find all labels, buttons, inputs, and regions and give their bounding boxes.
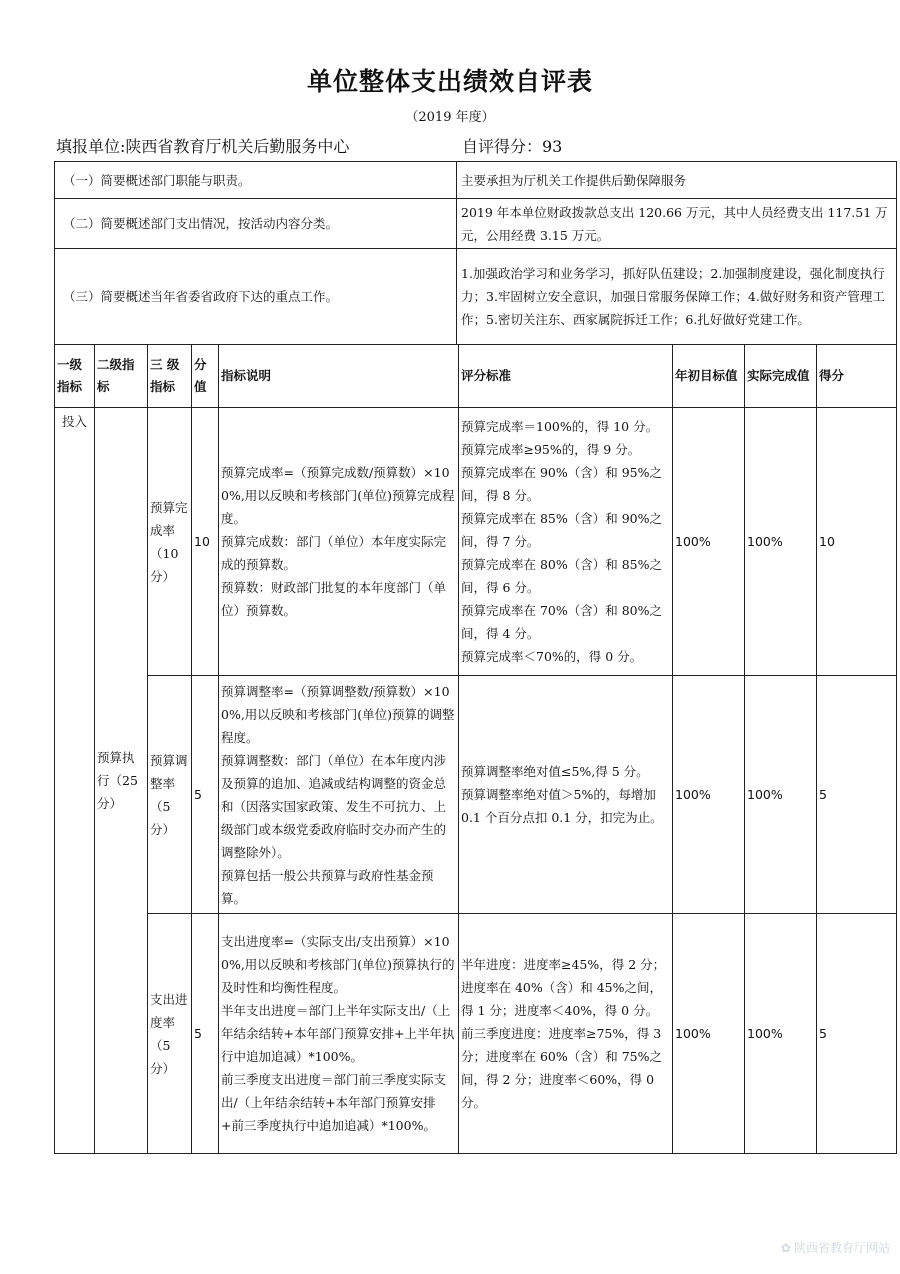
description-cell: 预算调整率=（预算调整数/预算数）×100%,用以反映和考核部门(单位)预算的调整程度。 预算调整数：部门（单位）在本年度内涉及预算的追加、追减或结构调整的资金总和（因落实国家政策、发生不可抗力、上级部门或本级党委政府临时交办而产生的调整除外）。 预算包括一般公共预算与政府性基金预算。 (219, 676, 459, 914)
header-level2: 二级指标 (95, 345, 148, 408)
header-weight: 分值 (192, 345, 219, 408)
summary-table (54, 161, 897, 345)
document-year: （2019 年度） (405, 110, 495, 125)
criteria-cell: 半年进度：进度率≥45%，得 2 分；进度率在 40%（含）和 45%之间，得 1 分；进度率＜40%，得 0 分。 前三季度进度：进度率≥75%，得 3 分；进度率在 60%（含）和 75%之间，得 2 分；进度率＜60%，得 0 分。 (459, 914, 673, 1154)
watermark-logo-icon: ✿ (780, 1241, 791, 1255)
summary-question: （一）简要概述部门职能与职责。 (55, 162, 457, 199)
indicator-table (54, 344, 897, 1154)
weight-cell: 10 (192, 408, 219, 676)
level3-cell: 支出进度率（5分） (148, 914, 192, 1154)
target-cell: 100% (673, 914, 745, 1154)
score-cell: 10 (817, 408, 897, 676)
summary-row (55, 162, 897, 199)
header-description: 指标说明 (219, 345, 459, 408)
target-cell: 100% (673, 676, 745, 914)
summary-row (55, 249, 897, 345)
criteria-cell: 预算完成率＝100%的，得 10 分。 预算完成率≥95%的，得 9 分。 预算完成率在 90%（含）和 95%之间，得 8 分。 预算完成率在 85%（含）和 90%之间，得 7 分。 预算完成率在 80%（含）和 85%之间，得 6 分。 预算完成率在 70%（含）和 80%之间，得 4 分。 预算完成率＜70%的，得 0 分。 (459, 408, 673, 676)
site-watermark (781, 1239, 890, 1256)
header-score: 得分 (817, 345, 897, 408)
weight-cell: 5 (192, 676, 219, 914)
summary-answer: 2019 年本单位财政拨款总支出 120.66 万元，其中人员经费支出 117.51 万元，公用经费 3.15 万元。 (457, 199, 897, 249)
document-title: 单位整体支出绩效自评表 (306, 67, 593, 96)
summary-question: （三）简要概述当年省委省政府下达的重点工作。 (55, 249, 457, 345)
watermark-text: 陕西省教育厅网站 (793, 1241, 890, 1255)
summary-answer: 1.加强政治学习和业务学习，抓好队伍建设；2.加强制度建设，强化制度执行力；3.牢固树立安全意识，加强日常服务保障工作；4.做好财务和资产管理工作；5.密切关注东、西家属院拆迁工作；6.扎好做好党建工作。 (457, 249, 897, 345)
score-cell: 5 (817, 914, 897, 1154)
level3-cell: 预算调整率（5分） (148, 676, 192, 914)
table-row (55, 408, 897, 676)
header-level1: 一级指标 (55, 345, 95, 408)
summary-question: （二）简要概述部门支出情况，按活动内容分类。 (55, 199, 457, 249)
actual-cell: 100% (745, 676, 817, 914)
level3-cell: 预算完成率（10分） (148, 408, 192, 676)
weight-cell: 5 (192, 914, 219, 1154)
level2-cell: 预算执行（25分） (95, 408, 148, 1154)
description-cell: 预算完成率=（预算完成数/预算数）×100%,用以反映和考核部门(单位)预算完成程度。 预算完成数：部门（单位）本年度实际完成的预算数。 预算数：财政部门批复的本年度部门（单位）预算数。 (219, 408, 459, 676)
summary-answer: 主要承担为厅机关工作提供后勤保障服务 (457, 162, 897, 199)
description-cell: 支出进度率=（实际支出/支出预算）×100%,用以反映和考核部门(单位)预算执行的及时性和均衡性程度。 半年支出进度＝部门上半年实际支出/（上年结余结转+本年部门预算安排+上半年执行中追加追减）*100%。 前三季度支出进度＝部门前三季度实际支出/（上年结余结转+本年部门预算安排+前三季度执行中追加追减）*100%。 (219, 914, 459, 1154)
criteria-cell: 预算调整率绝对值≤5%,得 5 分。 预算调整率绝对值＞5%的，每增加 0.1 个百分点扣 0.1 分，扣完为止。 (459, 676, 673, 914)
reporting-unit: 填报单位:陕西省教育厅机关后勤服务中心 (56, 137, 350, 156)
summary-row (55, 199, 897, 249)
actual-cell: 100% (745, 914, 817, 1154)
target-cell: 100% (673, 408, 745, 676)
header-target: 年初目标值 (673, 345, 745, 408)
score-cell: 5 (817, 676, 897, 914)
header-actual: 实际完成值 (745, 345, 817, 408)
level1-cell: 投入 (55, 408, 95, 1154)
table-row (55, 676, 897, 914)
self-score: 自评得分：93 (462, 137, 563, 156)
actual-cell: 100% (745, 408, 817, 676)
header-criteria: 评分标准 (459, 345, 673, 408)
header-level3: 三 级指标 (148, 345, 192, 408)
header-row (55, 345, 897, 408)
table-row (55, 914, 897, 1154)
